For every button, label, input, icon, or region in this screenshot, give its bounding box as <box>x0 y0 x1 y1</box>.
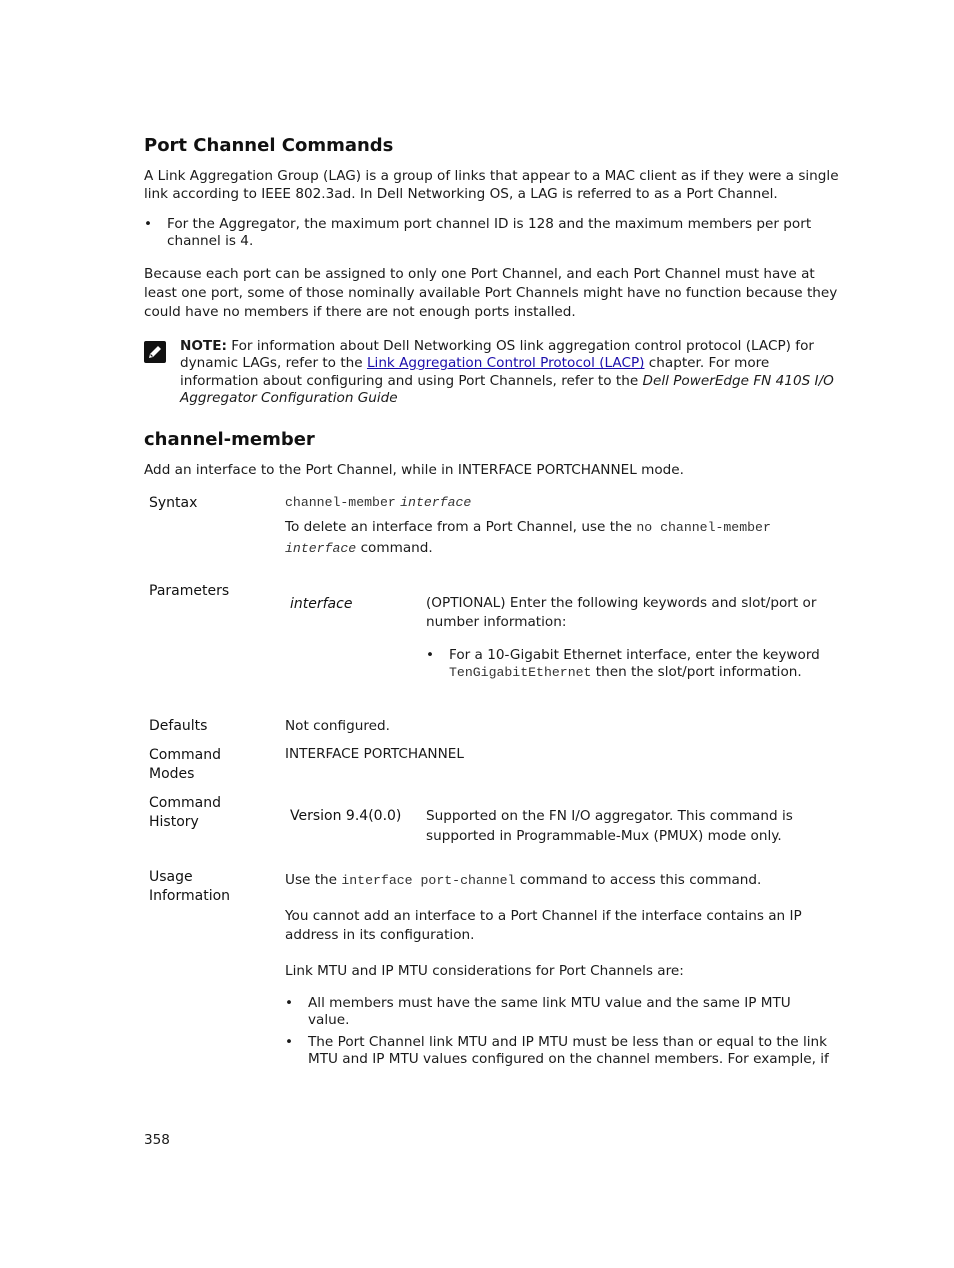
defaults-label: Defaults <box>149 718 208 734</box>
usage-paragraph: Use the interface port-channel command to access this command. <box>285 872 762 888</box>
command-description: Add an interface to the Port Channel, while in INTERFACE PORTCHANNEL mode. <box>144 462 684 478</box>
parameters-label: Parameters <box>149 583 230 599</box>
pencil-note-icon <box>144 341 166 363</box>
usage-bullet-list <box>285 995 830 1068</box>
intro-paragraph: A Link Aggregation Group (LAG) is a group of links that appear to a MAC client as if they were a single link according to IEEE 802.3ad. In Dell Networking OS, a LAG is referred to as a Port Channel. <box>144 168 839 202</box>
list-item: • For the Aggregator, the maximum port channel ID is 128 and the maximum members per port channel is 4. <box>144 216 812 249</box>
history-description: Supported on the FN I/O aggregator. This command is supported in Programmable-Mux (PMUX) mode only. <box>426 808 793 844</box>
bullet-marker: • <box>285 1034 294 1050</box>
page-number: 358 <box>144 1132 170 1148</box>
usage-paragraph: Link MTU and IP MTU considerations for Port Channels are: <box>285 963 684 979</box>
command-title: channel-member <box>144 429 315 450</box>
body-paragraph: Because each port can be assigned to only one Port Channel, and each Port Channel must have at least one port, some of those nominally available Port Channels might have no function because they could have no members if there are not enough ports installed. <box>144 266 838 320</box>
section-title: Port Channel Commands <box>144 135 394 156</box>
parameter-description: (OPTIONAL) Enter the following keywords and slot/port or number information: <box>426 595 817 630</box>
syntax-label: Syntax <box>149 495 198 511</box>
bullet-marker: • <box>426 647 435 663</box>
parameter-name: interface <box>290 596 353 612</box>
note-text: NOTE: For information about Dell Networking OS link aggregation control protocol (LACP) for dynamic LAGs, refer to the Link Aggregation Control Protocol (LACP) chapter. For more information about configuring and using Port Channels, refer to the Dell PowerEdge FN 410S I/O Aggregator Configuration Guide <box>180 338 834 406</box>
bullet-marker: • <box>285 995 294 1011</box>
history-version: Version 9.4(0.0) <box>290 808 402 824</box>
usage-paragraph: You cannot add an interface to a Port Channel if the interface contains an IP address in its configuration. <box>285 908 802 943</box>
parameter-bullet-list <box>426 647 826 681</box>
defaults-value: Not configured. <box>285 718 390 734</box>
lacp-chapter-link[interactable]: Link Aggregation Control Protocol (LACP) <box>366 355 645 372</box>
bullet-list <box>144 216 824 250</box>
guide-title: Dell PowerEdge FN 410S I/O Aggregator Configuration Guide <box>180 372 834 406</box>
syntax-delete-note: To delete an interface from a Port Channel, use the no channel-member interface command. <box>285 519 771 556</box>
usage-information-label: Usage Information <box>149 869 231 904</box>
list-item: • For a 10-Gigabit Ethernet interface, enter the keyword TenGigabitEthernet then the slot/port information. <box>426 647 820 680</box>
bullet-marker: • <box>144 216 153 232</box>
command-history-label: Command History <box>149 795 221 830</box>
command-modes-value: INTERFACE PORTCHANNEL <box>285 746 464 762</box>
note-label: NOTE: <box>180 338 227 354</box>
command-modes-label: Command Modes <box>149 747 221 782</box>
list-item: • All members must have the same link MTU value and the same IP MTU value. <box>285 995 791 1028</box>
list-item: • The Port Channel link MTU and IP MTU must be less than or equal to the link MTU and IP MTU values configured on the channel members. For example, if <box>285 1034 829 1067</box>
syntax-command: channel-member interface <box>285 495 472 510</box>
